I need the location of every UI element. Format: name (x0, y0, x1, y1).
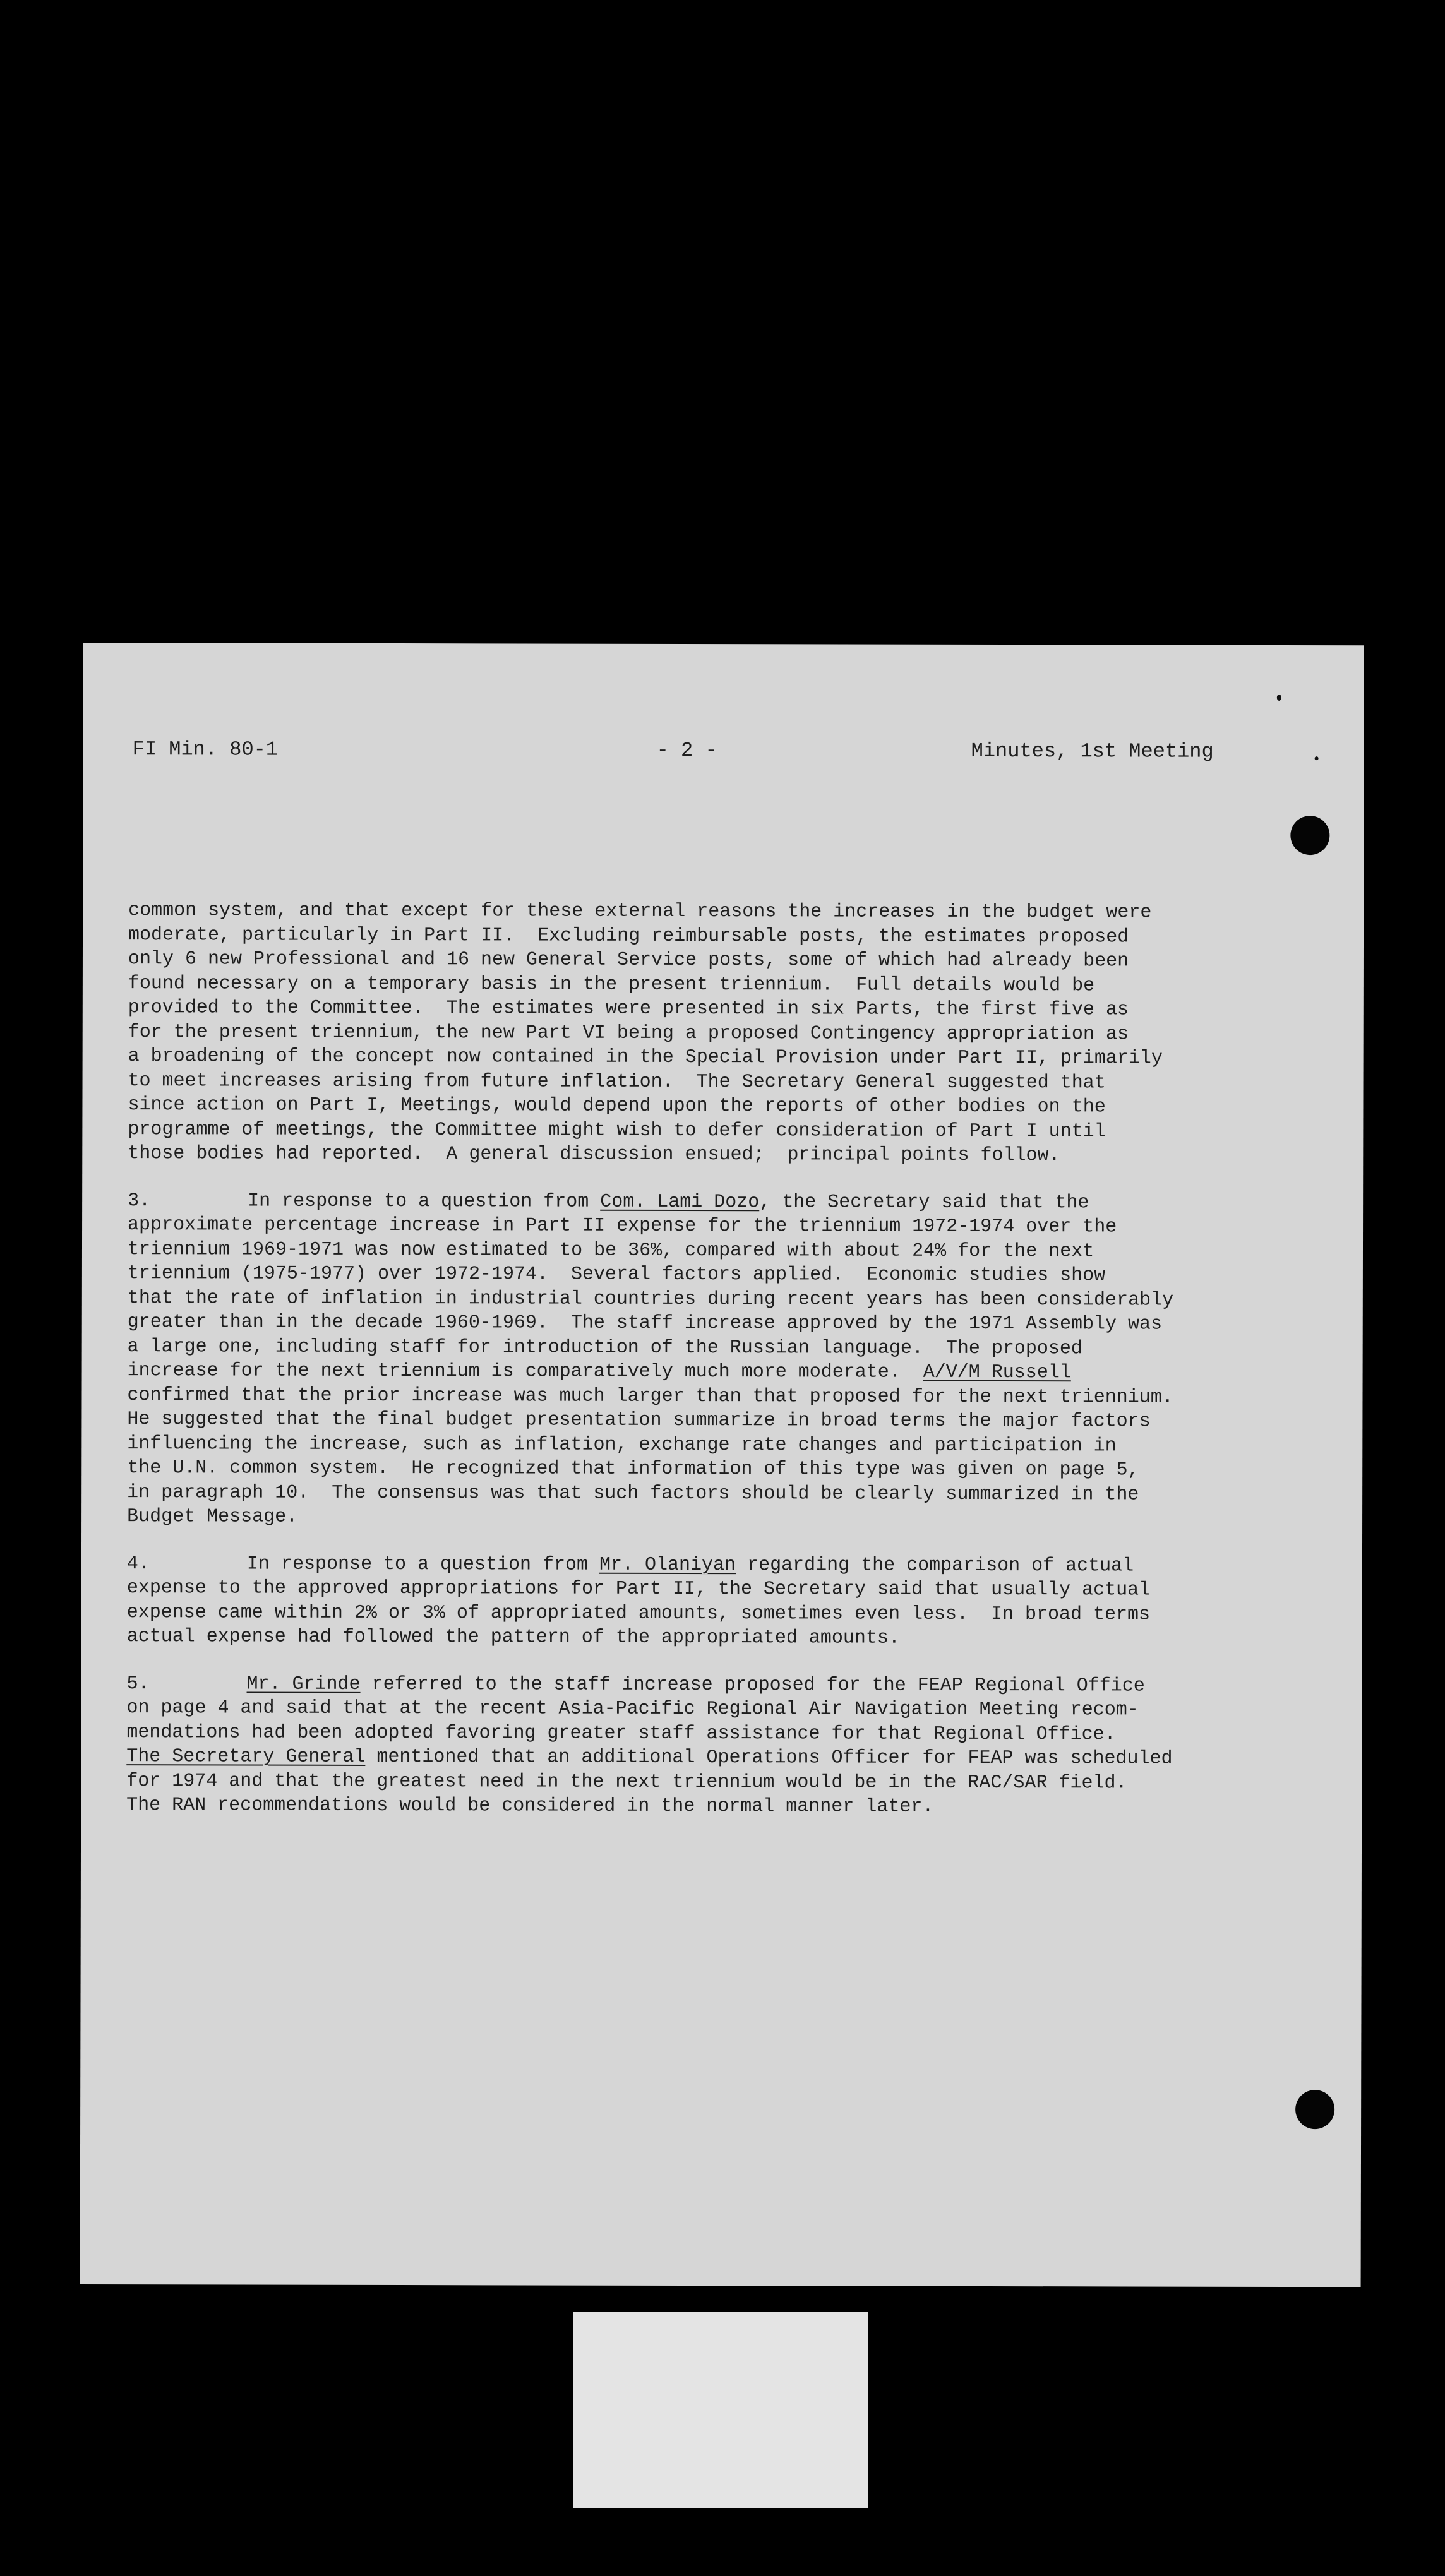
text-line: actual expense had followed the pattern of the appropriated amounts. (126, 1626, 900, 1649)
text-line: that the rate of inflation in industrial countries during recent years has been considerably (127, 1287, 1174, 1311)
document-reference: FI Min. 80-1 (132, 737, 279, 761)
text-fragment: In response to a question from (246, 1553, 600, 1576)
text-line (127, 1672, 1314, 1698)
text-fragment: In response to a question from (248, 1190, 601, 1213)
text-line: approximate percentage increase in Part II expense for the triennium 1972-1974 over the (128, 1214, 1117, 1238)
ink-speck (1315, 756, 1319, 760)
text-line: expense came within 2% or 3% of appropriated amounts, sometimes even less. In broad terms (126, 1601, 1151, 1626)
paragraph-number: 3. (128, 1190, 151, 1212)
text-line (127, 1552, 1314, 1578)
text-line: a large one, including staff for introduction of the Russian language. The proposed (127, 1335, 1082, 1359)
paragraph-4 (127, 1552, 1314, 1652)
text-line (128, 1189, 1315, 1215)
speaker-name: Com. Lami Dozo (600, 1191, 760, 1213)
text-line: provided to the Committee. The estimates were presented in six Parts, the first five as (128, 997, 1129, 1021)
paragraph-number: 5. (126, 1673, 150, 1695)
text-line: those bodies had reported. A general discussion ensued; principal points follow. (128, 1143, 1060, 1167)
text-line: expense to the approved appropriations for Part II, the Secretary said that usually actual (126, 1577, 1151, 1601)
text-line: to meet increases arising from future inflation. The Secretary General suggested that (128, 1070, 1106, 1094)
punch-hole-bottom (1295, 2090, 1334, 2129)
text-line: triennium 1969-1971 was now estimated to be 36%, compared with about 24% for the next (127, 1238, 1094, 1262)
paragraph-number: 4. (126, 1553, 150, 1575)
text-line: confirmed that the prior increase was much larger than that proposed for the next triennium. (127, 1384, 1173, 1409)
text-fragment: referred to the staff increase proposed for the FEAP Regional Office (360, 1673, 1145, 1697)
text-line: since action on Part I, Meetings, would depend upon the reports of other bodies on the (128, 1094, 1106, 1118)
text-line: for 1974 and that the greatest need in the next triennium would be in the RAC/SAR field. (126, 1770, 1127, 1794)
text-line: programme of meetings, the Committee might wish to defer consideration of Part I until (128, 1118, 1106, 1142)
speaker-name: Mr. Olaniyan (599, 1554, 736, 1576)
text-line: triennium (1975-1977) over 1972-1974. Several factors applied. Economic studies show (127, 1263, 1106, 1287)
text-line: only 6 new Professional and 16 new General Service posts, some of which had already been (128, 948, 1129, 972)
text-line: common system, and that except for these external reasons the increases in the budget were (128, 900, 1152, 924)
text-fragment: , the Secretary said that the (759, 1191, 1089, 1213)
text-line (128, 1359, 1315, 1385)
text-line: moderate, particularly in Part II. Excluding reimbursable posts, the estimates proposed (128, 924, 1129, 948)
text-line: mendations had been adopted favoring greater staff assistance for that Regional Office. (126, 1721, 1116, 1745)
text-fragment: mentioned that an additional Operations Officer for FEAP was scheduled (365, 1746, 1173, 1770)
document-body (126, 898, 1316, 1842)
speaker-name: A/V/M Russell (923, 1361, 1071, 1384)
text-line (126, 1744, 1314, 1771)
speaker-name: The Secretary General (126, 1746, 366, 1768)
paragraph-5 (126, 1672, 1314, 1820)
text-line: He suggested that the final budget presentation summarize in broad terms the major factors (127, 1409, 1151, 1433)
text-fragment: increase for the next triennium is comparatively much more moderate. (127, 1360, 923, 1383)
text-line: greater than in the decade 1960-1969. The staff increase approved by the 1971 Assembly was (127, 1311, 1163, 1335)
paragraph-continued (128, 898, 1316, 1168)
page-header (133, 737, 1307, 772)
meeting-title: Minutes, 1st Meeting (971, 739, 1214, 763)
speaker-name: Mr. Grinde (246, 1673, 361, 1695)
text-line: influencing the increase, such as inflation, exchange rate changes and participation in (127, 1433, 1117, 1457)
text-line: in paragraph 10. The consensus was that such factors should be clearly summarized in the (127, 1481, 1139, 1506)
page-number: - 2 - (656, 738, 717, 763)
text-line: The RAN recommendations would be considered in the normal manner later. (126, 1794, 934, 1818)
document-page (80, 643, 1364, 2287)
text-line: a broadening of the concept now contained in the Special Provision under Part II, primarily (128, 1046, 1163, 1070)
text-line: Budget Message. (127, 1506, 298, 1528)
ink-speck (1277, 695, 1281, 701)
paragraph-3 (127, 1189, 1315, 1532)
blank-index-card (573, 2312, 868, 2508)
punch-hole-top (1290, 816, 1329, 855)
text-fragment: regarding the comparison of actual (736, 1554, 1134, 1577)
text-line: for the present triennium, the new Part VI being a proposed Contingency appropriation as (128, 1021, 1129, 1045)
text-line: the U.N. common system. He recognized that information of this type was given on page 5, (127, 1457, 1139, 1481)
text-line: on page 4 and said that at the recent Asia-Pacific Regional Air Navigation Meeting recom- (126, 1697, 1139, 1721)
text-line: found necessary on a temporary basis in the present triennium. Full details would be (128, 972, 1095, 996)
